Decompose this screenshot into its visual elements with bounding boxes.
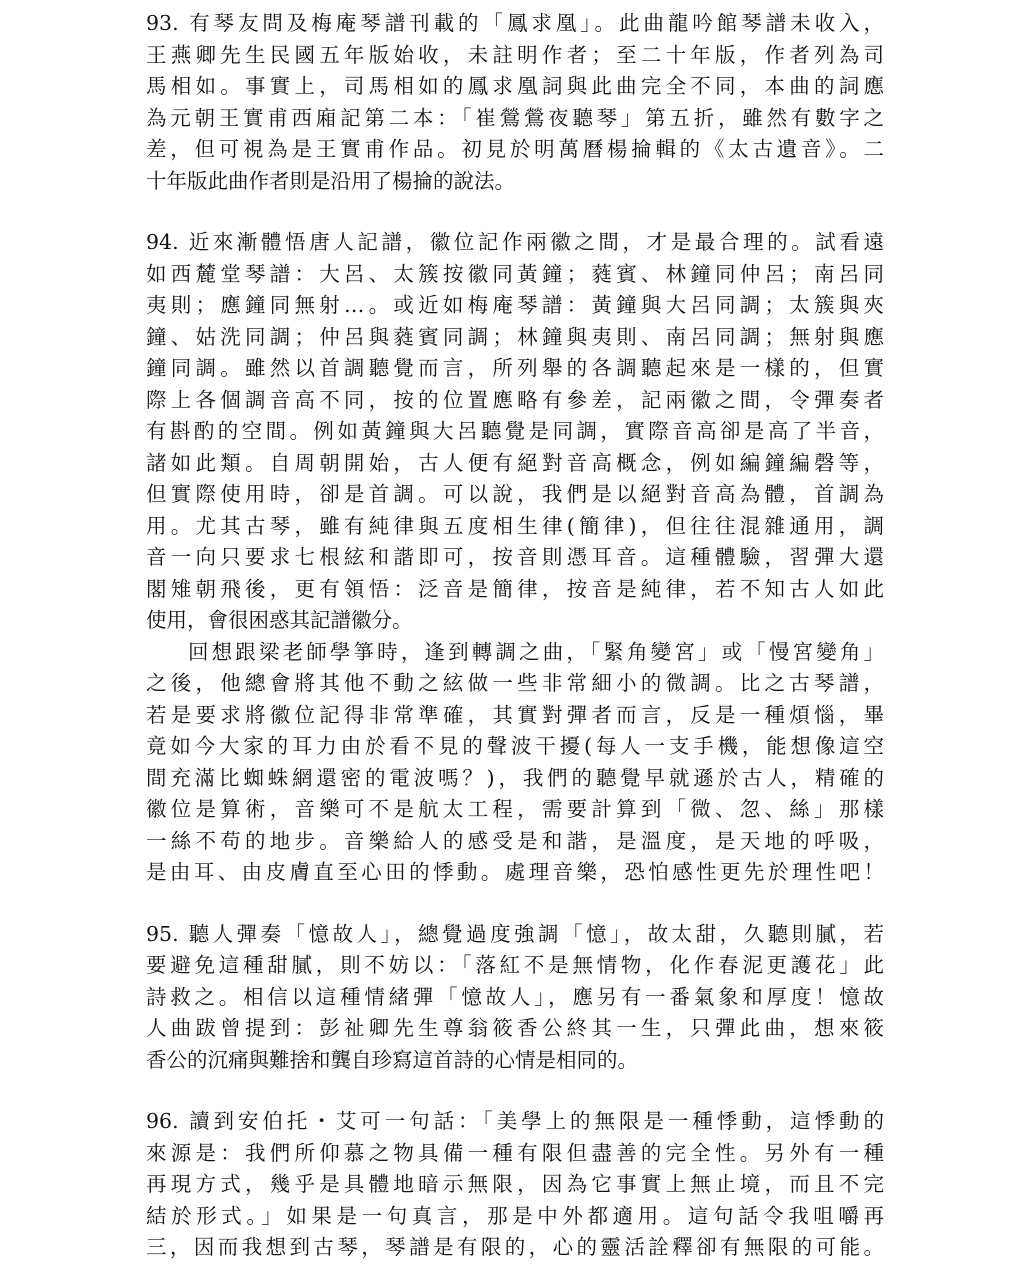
text-line: 鐘同調。雖然以首調聽覺而言，所列舉的各調聽起來是一樣的，但實 [146, 356, 884, 380]
text-line: 回想跟梁老師學箏時，逢到轉調之曲，「緊角變宮」或「慢宮變角」 [188, 639, 884, 664]
text-line: 是由耳、由皮膚直至心田的悸動。處理音樂，恐怕感性更先於理性吧！ [146, 860, 884, 884]
text-line: 使用，會很困惑其記譜徽分。 [146, 608, 413, 632]
text-line: 95. 聽人彈奏「憶故人」，總覺過度強調「憶」，故太甜，久聽則膩，若 [146, 921, 884, 946]
note-95 [146, 919, 884, 1077]
note-94 [146, 227, 884, 889]
text-line: 再現方式，幾乎是具體地暗示無限，因為它事實上無止境，而且不完 [146, 1172, 884, 1196]
text-line: 際上各個調音高不同，按的位置應略有參差，記兩徽之間，令彈奏者 [146, 387, 884, 412]
text-line: 為元朝王實甫西廂記第二本：「崔鶯鶯夜聽琴」第五折，雖然有數字之 [146, 105, 884, 130]
text-line: 93. 有琴友問及梅庵琴譜刊載的「鳳求凰」。此曲龍吟館琴譜未收入， [146, 11, 884, 35]
note-96 [146, 1106, 884, 1264]
document-page [146, 8, 884, 1264]
text-line: 諸如此類。自周朝開始，古人便有絕對音高概念，例如編鐘編磬等， [146, 450, 884, 475]
text-line: 一絲不苟的地步。音樂給人的感受是和諧，是溫度，是天地的呼吸， [146, 828, 884, 853]
text-line: 94. 近來漸體悟唐人記譜，徽位記作兩徽之間，才是最合理的。試看遠 [146, 230, 884, 254]
text-line: 來源是：我們所仰慕之物具備一種有限但盡善的完全性。另外有一種 [146, 1140, 884, 1165]
text-line: 但實際使用時，卻是首調。可以說，我們是以絕對音高為體，首調為 [146, 482, 884, 506]
text-line: 人曲跋曾提到：彭祉卿先生尊翁筱香公終其一生，只彈此曲，想來筱 [146, 1016, 884, 1040]
text-line: 間充滿比蜘蛛網還密的電波嗎？)，我們的聽覺早就遜於古人，精確的 [146, 765, 884, 790]
text-line: 香公的沉痛與難捨和龔自珍寫這首詩的心情是相同的。 [146, 1047, 638, 1072]
text-line: 差，但可視為是王實甫作品。初見於明萬曆楊掄輯的《太古遺音》。二 [146, 137, 884, 161]
text-line: 如西麓堂琴譜：大呂、太簇按徽同黃鐘；蕤賓、林鐘同仲呂；南呂同 [146, 261, 884, 286]
text-line: 夷則；應鐘同無射…。或近如梅庵琴譜：黃鐘與大呂同調；太簇與夾 [146, 293, 884, 317]
text-line: 竟如今大家的耳力由於看不見的聲波干擾(每人一支手機，能想像這空 [146, 734, 884, 758]
text-line: 結於形式。」如果是一句真言，那是中外都適用。這句話令我咀嚼再 [146, 1203, 884, 1228]
text-line: 鐘、姑洗同調；仲呂與蕤賓同調；林鐘與夷則、南呂同調；無射與應 [146, 324, 884, 349]
text-line: 王燕卿先生民國五年版始收，未註明作者；至二十年版，作者列為司 [146, 42, 884, 67]
text-line: 三，因而我想到古琴，琴譜是有限的，心的靈活詮釋卻有無限的可能。 [146, 1235, 884, 1259]
text-line: 徽位是算術，音樂可不是航太工程，需要計算到「微、忽、絲」那樣 [146, 797, 884, 821]
text-line: 用。尤其古琴，雖有純律與五度相生律(簡律)，但往往混雜通用，調 [146, 513, 884, 538]
text-line: 96. 讀到安伯托・艾可一句話：「美學上的無限是一種悸動，這悸動的 [146, 1109, 884, 1133]
text-line: 十年版此曲作者則是沿用了楊掄的說法。 [146, 168, 515, 193]
text-line: 若是要求將徽位記得非常準確，其實對彈者而言，反是一種煩惱，畢 [146, 702, 884, 727]
text-line: 之後，他總會將其他不動之絃做一些非常細小的微調。比之古琴譜， [146, 671, 884, 695]
note-93 [146, 8, 884, 197]
text-line: 馬相如。事實上，司馬相如的鳳求凰詞與此曲完全不同，本曲的詞應 [146, 74, 884, 98]
text-line: 有斟酌的空間。例如黃鐘與大呂聽覺是同調，實際音高卻是高了半音， [146, 419, 884, 443]
text-line: 要避免這種甜膩，則不妨以：「落紅不是無情物，化作春泥更護花」此 [146, 953, 884, 977]
text-line: 詩救之。相信以這種情緒彈「憶故人」，應另有一番氣象和厚度！憶故 [146, 984, 884, 1009]
text-line: 閣雉朝飛後，更有領悟：泛音是簡律，按音是純律，若不知古人如此 [146, 576, 884, 601]
text-line: 音一向只要求七根絃和諧即可，按音則憑耳音。這種體驗，習彈大還 [146, 545, 884, 569]
